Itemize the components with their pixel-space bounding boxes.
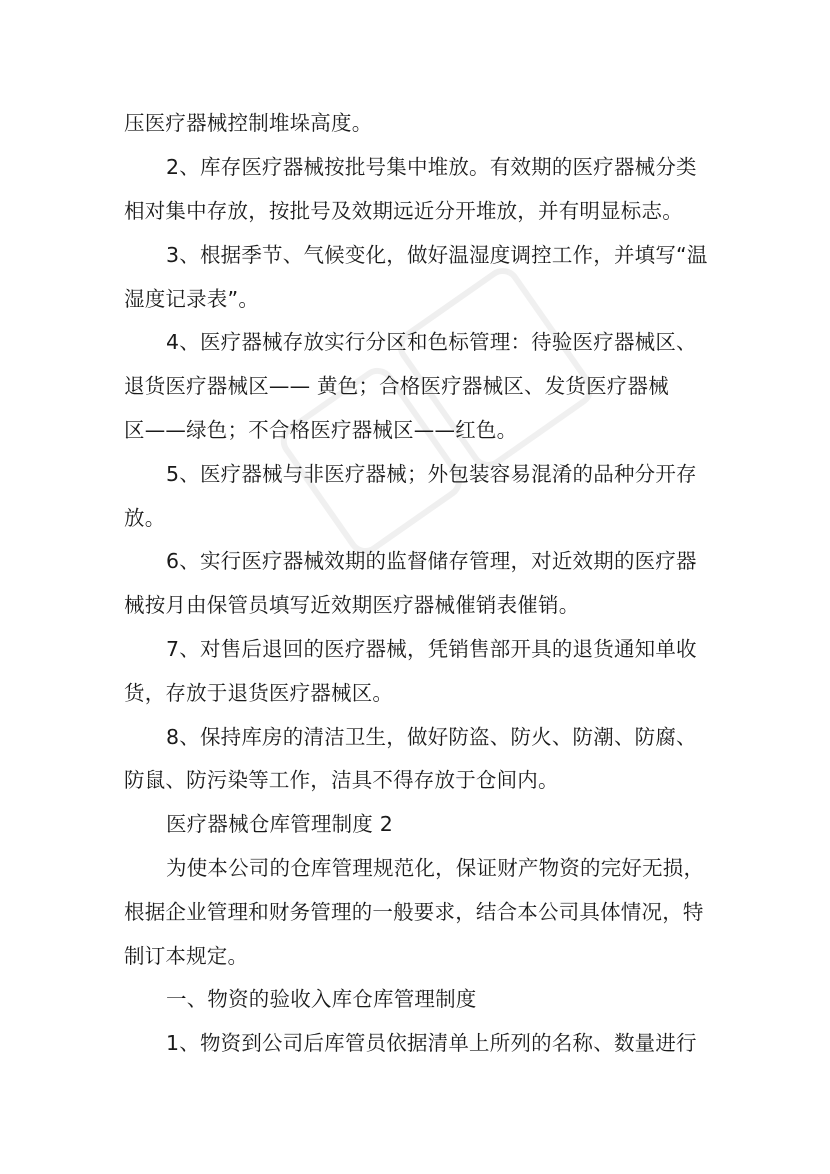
text-line: 7、对售后退回的医疗器械，凭销售部开具的退货通知单收	[166, 637, 697, 661]
text-line: 放。	[124, 506, 166, 530]
text-line: 湿度记录表”。	[124, 287, 260, 311]
section-heading: 医疗器械仓库管理制度 2	[166, 812, 393, 836]
text-line: 压医疗器械控制堆垛高度。	[124, 111, 373, 135]
text-line: 械按月由保管员填写近效期医疗器械催销表催销。	[124, 593, 580, 617]
text-line: 为使本公司的仓库管理规范化，保证财产物资的完好无损，	[166, 856, 705, 880]
subsection-heading: 一、物资的验收入库仓库管理制度	[166, 987, 477, 1011]
text-line: 制订本规定。	[124, 944, 249, 968]
text-line: 8、保持库房的清洁卫生，做好防盗、防火、防潮、防腐、	[166, 725, 697, 749]
text-line: 货，存放于退货医疗器械区。	[124, 681, 394, 705]
text-line: 根据企业管理和财务管理的一般要求，结合本公司具体情况，特	[124, 900, 704, 924]
text-line: 区——绿色；不合格医疗器械区——红色。	[124, 418, 518, 442]
text-line: 3、根据季节、气候变化，做好温湿度调控工作，并填写“温	[166, 243, 708, 267]
text-line: 6、实行医疗器械效期的监督储存管理，对近效期的医疗器	[166, 549, 697, 573]
text-line: 4、医疗器械存放实行分区和色标管理：待验医疗器械区、	[166, 330, 697, 354]
text-line: 相对集中存放，按批号及效期远近分开堆放，并有明显标志。	[124, 199, 683, 223]
text-line: 退货医疗器械区—— 黄色；合格医疗器械区、发货医疗器械	[124, 374, 669, 398]
text-line: 2、库存医疗器械按批号集中堆放。有效期的医疗器械分类	[166, 155, 697, 179]
text-line: 5、医疗器械与非医疗器械；外包装容易混淆的品种分开存	[166, 462, 697, 486]
text-line: 防鼠、防污染等工作，洁具不得存放于仓间内。	[124, 768, 559, 792]
text-line: 1、物资到公司后库管员依据清单上所列的名称、数量进行	[166, 1031, 697, 1055]
